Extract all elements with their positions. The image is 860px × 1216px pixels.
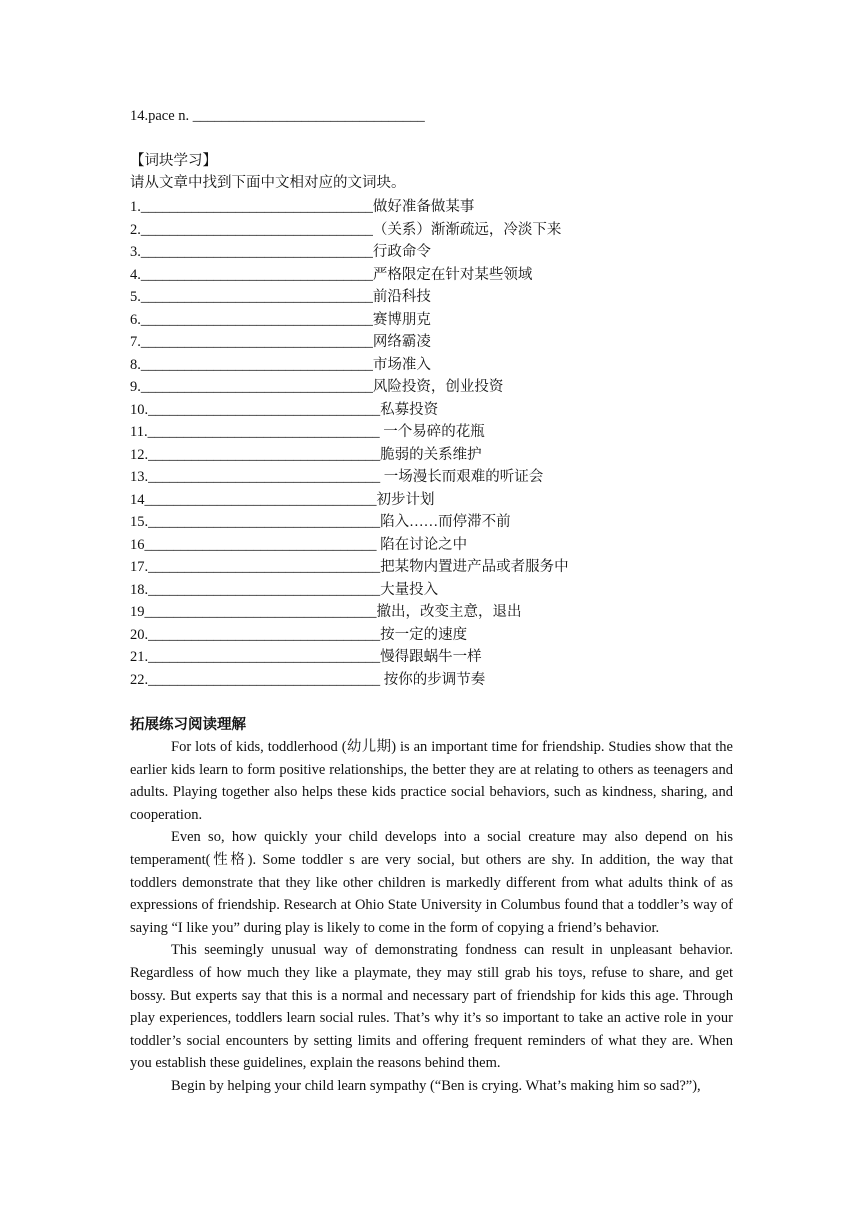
phrase-item-1: 1.________________________________做好准备做某事 [130,199,475,215]
passage-paragraph-2: Even so, how quickly your child develops into a social creature may also depend on his temperament(性格). Some toddler s are very social, but others are shy. In addition, the way that toddlers demonstrate that they like other children is markedly different from what adults think of as expressions of friendship. Research at Ohio State University in Columbus found that a toddler’s way of saying “I like you” during play is likely to come in the form of copying a friend’s behavior. [130,829,733,936]
phrase-item-16: 16________________________________ 陷在讨论之中 [130,536,468,553]
phrase-item-17: 17.________________________________把某物内置进产品或者服务中 [130,559,569,575]
phrase-item-15: 15.________________________________陷入……而停滞不前 [130,514,511,530]
phrase-item-13: 13.________________________________ 一场漫长而艰难的听证会 [130,469,544,485]
phrase-item-12: 12.________________________________脆弱的关系维护 [130,446,482,463]
passage-paragraph-3: This seemingly unusual way of demonstrating fondness can result in unpleasant behavior. Regardless of how much they like a playmate, they may still grab his toys, refuse to share, and get bossy. But experts say that this is a normal and necessary part of friendship for kids this age. Through play experiences, toddlers learn social rules. That’s why it’s so important to take an active role in your toddler’s social encounters by setting limits and offering frequent reminders of what they are. When you establish these guidelines, explain the reasons behind them. [130,942,733,1072]
phrase-item-2: 2.________________________________（关系）渐渐疏远，冷淡下来 [130,221,562,238]
phrase-item-8: 8.________________________________市场准入 [130,356,431,373]
phrase-item-19: 19________________________________撤出，改变主意，退出 [130,604,522,620]
phrase-item-6: 6.________________________________赛博朋克 [130,311,431,328]
section-heading: 【词块学习】 [130,153,217,169]
phrase-item-10: 10.________________________________私募投资 [130,401,439,418]
phrase-item-14: 14________________________________初步计划 [130,491,435,508]
phrase-item-5: 5.________________________________前沿科技 [130,289,431,305]
passage-paragraph-1: For lots of kids, toddlerhood (幼儿期) is an important time for friendship. Studies show that the earlier kids learn to form positive relationships, the better they are at relating to others as teenagers and adults. Playing together also helps these kids practice social behaviors, such as kindness, sharing, and cooperation. [130,739,733,823]
phrase-item-11: 11.________________________________ 一个易碎的花瓶 [130,424,485,440]
phrase-item-7: 7.________________________________网络霸凌 [130,334,431,350]
phrase-item-20: 20.________________________________按一定的速度 [130,626,468,643]
phrase-item-18: 18.________________________________大量投入 [130,581,439,598]
passage-paragraph-4: Begin by helping your child learn sympathy (“Ben is crying. What’s making him so sad?”), [171,1077,701,1094]
phrase-item-21: 21.________________________________慢得跟蜗牛一样 [130,649,482,665]
instruction-text: 请从文章中找到下面中文相对应的文词块。 [130,175,406,191]
phrase-item-9: 9.________________________________风险投资，创业投资 [130,379,504,395]
phrase-item-22: 22.________________________________ 按你的步调节奏 [130,671,486,688]
phrase-list [130,196,569,691]
phrase-item-4: 4.________________________________严格限定在针对某些领域 [130,266,533,283]
reading-passage [130,736,733,1098]
phrase-item-3: 3.________________________________行政命令 [130,244,431,260]
reading-section-title: 拓展练习阅读理解 [130,717,246,733]
vocab-item-pace: 14.pace n. ________________________________ [130,108,425,124]
